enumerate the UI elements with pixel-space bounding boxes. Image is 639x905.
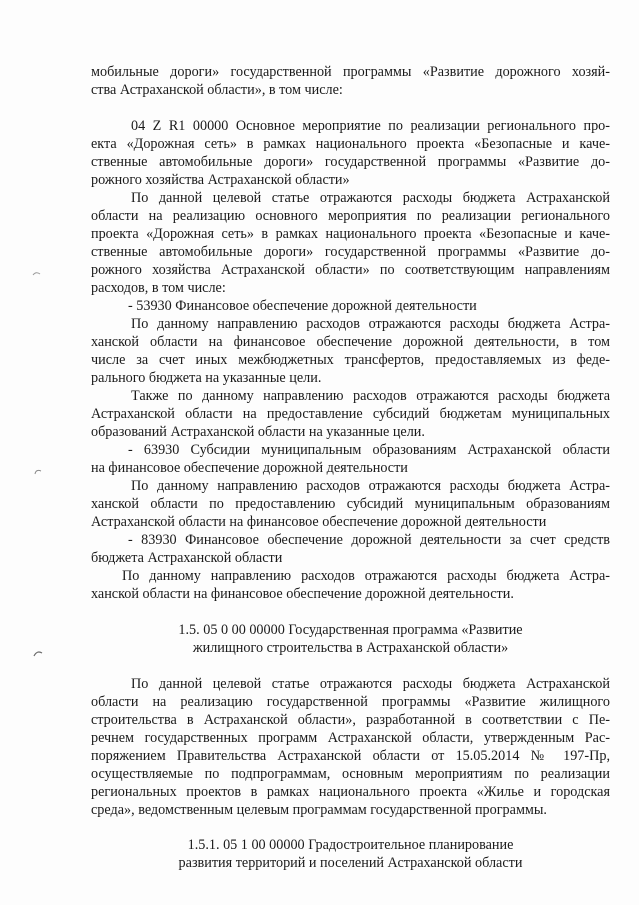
text-line-15: ханской области на финансовое обеспечение дорожной деятельности, в том [91, 334, 610, 350]
text-line-25: Астраханской области на финансовое обеспечение дорожной деятельности [91, 514, 547, 530]
text-line-34: строительства в Астраханской области», разработанной в соответствии с Пе- [91, 712, 610, 728]
text-line-13: - 53930 Финансовое обеспечение дорожной деятельности [128, 298, 477, 314]
binding-hole-mark [33, 468, 43, 476]
binding-hole-mark [33, 650, 43, 658]
text-line-19: Астраханской области на предоставление субсидий бюджетам муниципальных [91, 406, 610, 422]
text-line-24: ханской области по предоставлению субсидий муниципальным образованиям [91, 496, 610, 512]
text-line-14: По данному направлению расходов отражаются расходы бюджета Астра- [131, 316, 610, 332]
text-line-7: По данной целевой статье отражаются расходы бюджета Астраханской [131, 190, 610, 206]
text-line-8: области на реализацию основного мероприятия по реализации регионального [91, 208, 610, 224]
section-heading-1-5-line-2: жилищного строительства в Астраханской области» [192, 640, 509, 656]
text-line-4: екта «Дорожная сеть» в рамках национального проекта «Безопасные и каче- [91, 136, 610, 152]
text-line-32: По данной целевой статье отражаются расходы бюджета Астраханской [131, 676, 610, 692]
text-line-1: мобильные дороги» государственной программы «Развитие дорожного хозяй- [91, 64, 610, 80]
binding-hole-mark [32, 270, 42, 278]
text-line-11: рожного хозяйства Астраханской области» по соответствующим направлениям [91, 262, 610, 278]
text-line-9: проекта «Дорожная сеть» в рамках национального проекта «Безопасные и каче- [91, 226, 610, 242]
text-line-5: ственные автомобильные дороги» государственной программы «Развитие до- [91, 154, 610, 170]
section-heading-1-5-1-line-2: развития территорий и поселений Астраханской области [178, 855, 523, 871]
text-line-38: региональных проектов в рамках национального проекта «Жилье и городская [91, 784, 610, 800]
text-line-33: области на реализацию государственной программы «Развитие жилищного [91, 694, 610, 710]
text-line-39: среда», ведомственным целевым программам государственной программы. [91, 802, 547, 818]
text-line-23: По данному направлению расходов отражаются расходы бюджета Астра- [131, 478, 610, 494]
text-line-3: 04 Z R1 00000 Основное мероприятие по реализации регионального про- [131, 118, 610, 134]
text-line-12: расходов, в том числе: [91, 280, 226, 296]
text-line-28: По данному направлению расходов отражаются расходы бюджета Астра- [122, 568, 610, 584]
text-line-21: - 63930 Субсидии муниципальным образованиям Астраханской области [128, 442, 610, 458]
text-line-16: числе за счет иных межбюджетных трансфертов, предоставляемых из феде- [91, 352, 610, 368]
text-line-29: ханской области на финансовое обеспечение дорожной деятельности. [91, 586, 514, 602]
text-line-17: рального бюджета на указанные цели. [91, 370, 322, 386]
text-line-27: бюджета Астраханской области [91, 550, 283, 566]
text-line-22: на финансовое обеспечение дорожной деятельности [91, 460, 408, 476]
section-heading-1-5-1-line-1: 1.5.1. 05 1 00 00000 Градостроительное планирование [187, 837, 514, 853]
text-line-6: рожного хозяйства Астраханской области» [91, 172, 350, 188]
text-line-36: поряжением Правительства Астраханской области от 15.05.2014 № 197-Пр, [91, 748, 610, 764]
text-line-37: осуществляемые по подпрограммам, основным мероприятиям по реализации [91, 766, 610, 782]
text-line-18: Также по данному направлению расходов отражаются расходы бюджета [131, 388, 610, 404]
text-line-26: - 83930 Финансовое обеспечение дорожной деятельности за счет средств [128, 532, 610, 548]
text-line-2: ства Астраханской области», в том числе: [91, 82, 343, 98]
text-line-35: речнем государственных программ Астраханской области, утвержденным Рас- [91, 730, 610, 746]
text-line-10: ственные автомобильные дороги» государственной программы «Развитие до- [91, 244, 610, 260]
text-line-20: образований Астраханской области на указанные цели. [91, 424, 425, 440]
section-heading-1-5-line-1: 1.5. 05 0 00 00000 Государственная программа «Развитие [178, 622, 523, 638]
